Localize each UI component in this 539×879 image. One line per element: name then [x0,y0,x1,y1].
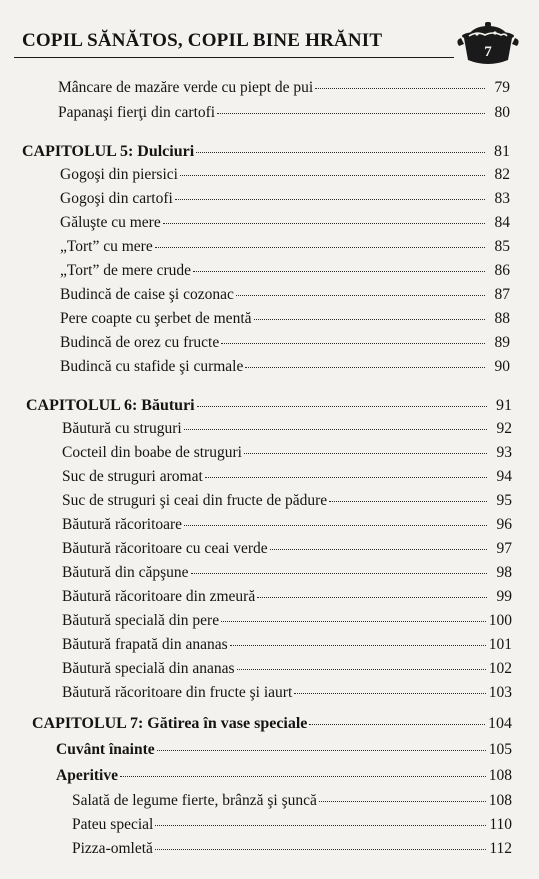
chapter-number-badge: 7 [484,44,492,60]
toc-entry-title: Gogoşi din piersici [60,166,178,183]
toc-entry-title: Budincă de orez cu fructe [60,334,220,351]
toc-chapter [22,143,510,161]
toc-entry-title: Suc de struguri şi ceai din fructe de pădure [62,492,328,509]
toc-entry [60,190,510,208]
dot-leader [254,319,485,320]
toc-entry-page: 96 [496,516,512,533]
toc-entry-page: 92 [496,420,512,437]
dot-leader [217,113,485,114]
toc-entry [60,310,510,328]
toc-entry-title: Băutură răcoritoare din fructe şi iaurt [62,684,293,701]
dot-leader [155,247,485,248]
toc-entry-page: 108 [488,792,512,809]
dot-leader [245,367,485,368]
toc-entry-title: Băutură specială din ananas [62,660,235,677]
toc-entry-title: Budincă cu stafide şi curmale [60,358,244,375]
toc-entry [60,358,510,376]
toc-entry [58,79,510,97]
toc-entry-page: 99 [496,588,512,605]
toc-entry-page: 90 [494,358,510,375]
toc-entry-page: 101 [488,636,512,653]
dot-leader [221,621,486,622]
toc-entry [62,420,512,438]
dot-leader [196,152,485,153]
toc-entry-title: „Tort” cu mere [60,238,153,255]
toc-entry [62,540,512,558]
toc-chapter [32,715,512,733]
toc-entry-page: 79 [494,79,510,96]
toc-entry [62,468,512,486]
toc-section-title: Aperitive [56,767,118,784]
toc-entry-page: 103 [488,684,512,701]
toc-entry [72,816,512,834]
toc-entry-title: Băutură specială din pere [62,612,220,629]
dot-leader [237,669,486,670]
toc-entry [62,684,512,702]
toc-section-title: Cuvânt înainte [56,741,155,758]
toc-entry-title: Băutură răcoritoare din zmeură [62,588,256,605]
toc-entry-page: 88 [494,310,510,327]
toc-entry-title: Băutură răcoritoare [62,516,183,533]
toc-entry-title: Mâncare de mazăre verde cu piept de pui [58,79,314,96]
toc-entry [62,612,512,630]
dot-leader [244,453,487,454]
dot-leader [294,693,486,694]
dot-leader [155,825,486,826]
dot-leader [309,724,485,725]
toc-entry-page: 110 [489,816,512,833]
toc-entry-title: Pateu special [72,816,154,833]
toc-entry [60,262,510,280]
dot-leader [157,750,486,751]
toc-entry-page: 89 [494,334,510,351]
toc-entry [62,516,512,534]
toc-entry-title: Băutură răcoritoare cu ceai verde [62,540,268,557]
toc-entry-title: Cocteil din boabe de struguri [62,444,242,461]
toc-entry-title: Pizza-omletă [72,840,153,857]
toc-entry [60,286,510,304]
toc-entry-page: 85 [494,238,510,255]
toc-section [56,767,512,785]
toc-entry-title: „Tort” de mere crude [60,262,192,279]
dot-leader [257,597,487,598]
dot-leader [191,573,487,574]
toc-entry-title: Pere coapte cu şerbet de mentă [60,310,252,327]
toc-entry [60,214,510,232]
toc-entry-page: 97 [496,540,512,557]
dot-leader [184,525,487,526]
toc-entry [72,792,512,810]
toc-entry-page: 95 [496,492,512,509]
toc-entry [62,588,512,606]
toc-entry-title: Suc de struguri aromat [62,468,203,485]
toc-entry-page: 105 [488,741,512,758]
toc-entry-page: 98 [496,564,512,581]
toc-entry [62,636,512,654]
dot-leader [120,776,486,777]
toc-entry-title: Salată de legume fierte, brânză şi şuncă [72,792,317,809]
dot-leader [193,271,485,272]
running-head-title: COPIL SĂNĂTOS, COPIL BINE HRĂNIT [22,30,383,51]
toc-entry-page: 86 [494,262,510,279]
toc-entry-page: 94 [496,468,512,485]
toc-entry-title: Băutură din căpşune [62,564,189,581]
toc-entry-title: Gogoşi din cartofi [60,190,173,207]
dot-leader [319,801,486,802]
dot-leader [236,295,485,296]
dot-leader [315,88,485,89]
toc-entry-page: 102 [488,660,512,677]
toc-section [56,741,512,759]
toc-entry-page: 93 [496,444,512,461]
toc-entry-page: 91 [496,397,512,414]
toc-entry-title: Băutură cu struguri [62,420,182,437]
toc-entry-title: Papanaşi fierţi din cartofi [58,104,216,121]
toc-chapter-title: CAPITOLUL 7: Gătirea în vase speciale [32,715,308,732]
dot-leader [180,175,485,176]
toc-entry-title: Băutură frapată din ananas [62,636,228,653]
toc-entry [58,104,510,122]
toc-entry-page: 84 [494,214,510,231]
toc-entry-page: 80 [494,104,510,121]
dot-leader [197,406,487,407]
toc-entry-title: Găluşte cu mere [60,214,161,231]
dot-leader [230,645,486,646]
toc-entry [62,492,512,510]
toc-entry-page: 104 [488,715,512,732]
toc-entry-page: 81 [494,143,510,160]
dot-leader [184,429,487,430]
toc-entry-title: Budincă de caise şi cozonac [60,286,234,303]
toc-entry [60,334,510,352]
dot-leader [163,223,485,224]
toc-chapter-title: CAPITOLUL 5: Dulciuri [22,143,195,160]
dot-leader [270,549,487,550]
toc-entry-page: 112 [489,840,512,857]
toc-entry [62,564,512,582]
toc-entry-page: 87 [494,286,510,303]
dot-leader [221,343,485,344]
toc-entry [60,166,510,184]
toc-entry-page: 108 [488,767,512,784]
toc-entry-page: 100 [488,612,512,629]
toc-entry [72,840,512,858]
dot-leader [329,501,487,502]
toc-entry-page: 83 [494,190,510,207]
dot-leader [205,477,487,478]
toc-entry [62,444,512,462]
toc-entry-page: 82 [494,166,510,183]
toc-entry [60,238,510,256]
toc-entry [62,660,512,678]
dot-leader [155,849,486,850]
dot-leader [175,199,485,200]
toc-chapter-title: CAPITOLUL 6: Băuturi [26,397,195,414]
toc-chapter [26,397,512,415]
